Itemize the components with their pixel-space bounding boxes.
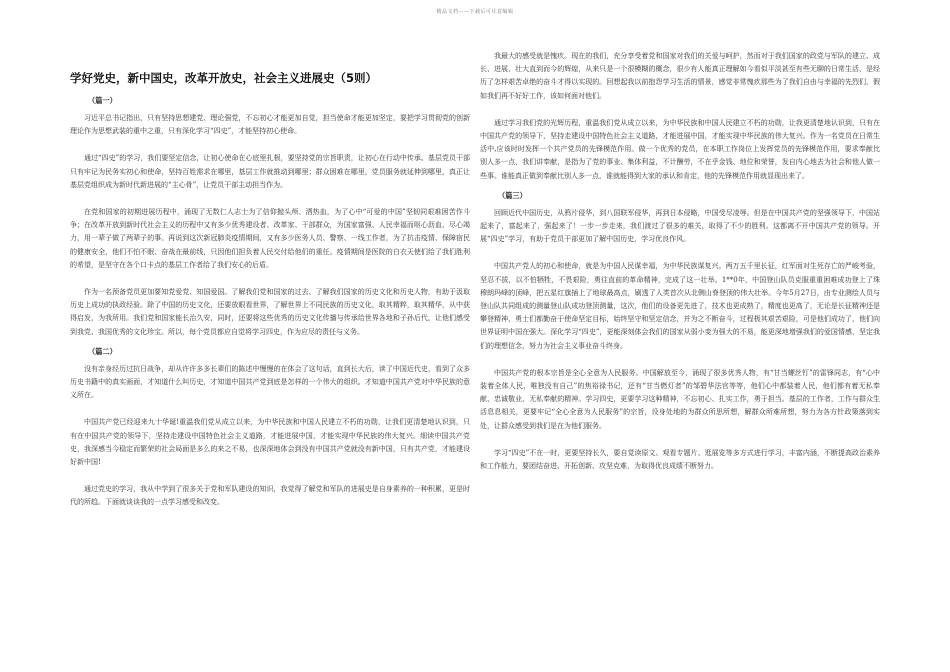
paragraph: 学习“四史”不在一时，更要坚持长久，要自觉读原文、观看专题片、逛展览等多方式进行学习，丰富内涵，不断提高政治素养和工作能力，要团结奋进、开拓创新、攻坚克难，为取得优良成绩不断努力。 xyxy=(480,448,880,471)
section-label-2: （篇二） xyxy=(88,346,117,356)
paragraph: 中国共产党的根本宗旨是全心全意为人民服务。中国解放至今，涌现了很多优秀人物，有“甘当螺丝钉”的雷锋同志，有“心中装着全体人民，唯独没有自己”的焦裕禄书记，还有“甘当燃灯者”的邹碧华法官等等，他们心中都装着人民，他们都有着无私奉献、忠诚敬业、无私奉献的精神。学习四史，更要学习这种精神，不忘初心、扎实工作，勇于担当。基层的工作者，工作与群众生活息息相关，更要牢记“全心全意为人民服务”的宗旨，设身处地的为群众所思所想，解群众所难所想，努力为各方针政策落到实处，让群众感受到我们是在为他们服务。 xyxy=(480,368,880,430)
paragraph: 我最大的感受就是愧疚。现在的我们，充分享受着党和国家对我们的关爱与呵护，然而对于我们国家的政党与军队的建立、成长、进展、壮大直到而今的辉煌，从来只是一个很模糊的概念，很少有人能真正理解如今看似平淡甚至有些无聊的日常生活，是经历了怎样艰苦卓绝的奋斗才得以实现的。回想起我以前抱怨学习生活的情景，感觉非常愧疚那些为了我们自由与幸福的先烈们，假如我们再不好好工作，该如何面对他们。 xyxy=(480,52,880,100)
paragraph: 没有亲身经历过抗日战争，却从许许多多长辈们的陈述中慢慢的在体会了这句话，直到长大后，读了中国近代史，看到了众多历史书籍中的真实画面，才知道什么叫历史，才知道中国共产党到底是怎样的一个伟大的组织。才知道中国共产党对中华民族的意义所在。 xyxy=(70,364,470,400)
right-column xyxy=(480,50,880,477)
document-title: 学好党史，新中国史，改革开放史，社会主义进展史（5则） xyxy=(70,71,377,85)
section-label-3: （篇三） xyxy=(498,190,527,200)
left-column xyxy=(70,56,470,514)
page-header-note: 精品文档——下载后可任意编辑 xyxy=(436,9,514,15)
paragraph: 中国共产党人的初心和使命，就是为中国人民谋幸福，为中华民族谋复兴。两万五千里长征，红军面对生死存亡的严峻考验，坚忍不拔，以不怕牺牲，不畏艰险，勇往直前的革命精神，完成了这一壮举。1**0年，中国登山队员克服重重困难成功登上了珠穆朗玛峰的顶峰，把五星红旗插上了地球最高点，刷透了人类首次从北侧山脊登顶的伟大壮举。今年5月27日，由专业测绘人员与登山队共同组成的测量登山队成功登顶测量，这次，他们的设备更先进了，技术也更成熟了，精度也更高了，无论是长征精神还是攀登精神，勇士们都勤奋于使命坚定目标，始终坚守和坚定信念，并为之不断奋斗，过程极其艰苦艰险，可是他们成功了，他们向世界证明中国在强大。深化学习“四史”，更能深刻体会我们的国家从弱小变为强大的不易，能更深地增强我们的爱国情感，坚定我们的理想信念，努力为社会主义事业奋斗终身。 xyxy=(480,262,880,350)
paragraph: 通过党史的学习，我从中学到了很多关于党和军队建设的知识，我觉得了解党和军队的进展史是自身素养的一种积累，更是时代的所趋。下面就谈谈我的一点学习感受和改变。 xyxy=(70,485,470,507)
paragraph: 通过“四史”的学习，我们要坚定信念，让初心使命在心底里扎根，要坚持党的宗旨职责，让初心在行动中传承。基层党员干部只有牢记为民务实初心和使命，坚持百姓需求在哪里，基层工作就推动到哪里；群众困难在哪里，党员服务就延伸到哪里，真正让基层党组织成为新时代新进展的“主心骨”，让党员干部主动担当作为。 xyxy=(70,154,470,189)
paragraph: 作为一名预备党员更加要知党爱党、知国爱国。了解我们党和国家的过去、了解我们国家的历史文化和历史人物，有助于汲取历史上成功的执政经验。除了中国的历史文化，还要放眼看世界，了解世界上不同民族的历史文化，取其精粹，取其精华，从中获得启发，为我所用。我们党和国家能长治久安，同时，还要将这些优秀的历史文化传播与传承给世界各地和子孙后代，让他们感受到我党、我国优秀的文化珍宝。所以，每个党员都应自觉将学习四史，作为应尽的责任与义务。 xyxy=(70,288,470,336)
paragraph: 中国共产党已经迎来九十华诞!重温我们党从成立以来，为中华民族和中国人民建立不朽的功勋，让我们更清楚地认识到，只有在中国共产党的领导下，坚持走建设中国特色社会主义道路，才能进展中国，才能实现中华民族的伟大复兴。细读中国共产党史，我深感当今稳定而繁荣的社会局面是多么的来之不易，也深深地体会到没有中国共产党就没有新中国，只有共产党，才能建设好新中国! xyxy=(70,418,470,467)
paragraph: 习近平总书记指出，只有坚持思想建党、理论强党，不忘初心才能更加自觉，担当使命才能更加坚定，要把学习贯彻党的创新理论作为思想武装的重中之重，只有深化学习“四史”，才能坚持初心使命。 xyxy=(70,114,470,136)
paragraph: 通过学习我们党的光辉历程，重温我们党从成立以来，为中华民族和中国人民建立不朽的功勋，让我更清楚地认识到，只有在中国共产党的领导下，坚持走建设中国特色社会主义道路，才能进展中国，才能实现中华民族的伟大复兴。作为一名党员在日常生活中,应该时时发挥一个共产党员的先锋模范作用。做一个优秀的党员，在本职工作岗位上发挥党员的先锋模范作用，要求奉献比别人多一点，我们讲奉献，是指为了党的事业、集体利益，不计酬劳，不在乎金钱、地位和荣誉，发自内心地去为社会和他人做一些事。谁能真正做到奉献比别人多一点，谁就能得到大家的承认和肯定，他的先锋模范作用就显现出来了。 xyxy=(480,118,880,180)
paragraph: 在党和国家的初期进展历程中，涌现了无数仁人志士为了信仰抛头颅、洒热血，为了心中“可爱的中国”坚韧同艰难困苦作斗争；在改革开放到新时代社会主义的历程中又有多少优秀建设者、改革家、干部群众，为国家富强、人民幸福而呕心沥血、尽心竭力，用一辈子做了两辈子的事。再说到这次新冠肺炎疫情期间，又有多少医务人员、警察、一线工作者，为了抗击疫情、保障宿民的健康安全，他们不怕不眠、奋战在最前线，只因他们担负着人民交付给他们的重任。疫情期间是医院的白衣天使们给了我们胜利的希望，是坚守在各个口卡点的基层工作者给了我们安心的后盾。 xyxy=(70,208,470,269)
paragraph: 回顾近代中国历史，从鸦片侵华，到八国联军侵华，再到日本侵略，中国受尽凌辱。但是在中国共产党的坚强领导下，中国站起来了，富起来了，强起来了！一步一步走来，我们渡过了很多的难关，取得了不少的胜利。这都离不开中国共产党的领导。开展“四史”学习，有助于党员干部更加了解中国历史，学习优良作风。 xyxy=(480,208,880,244)
section-label-1: （篇一） xyxy=(88,96,117,105)
